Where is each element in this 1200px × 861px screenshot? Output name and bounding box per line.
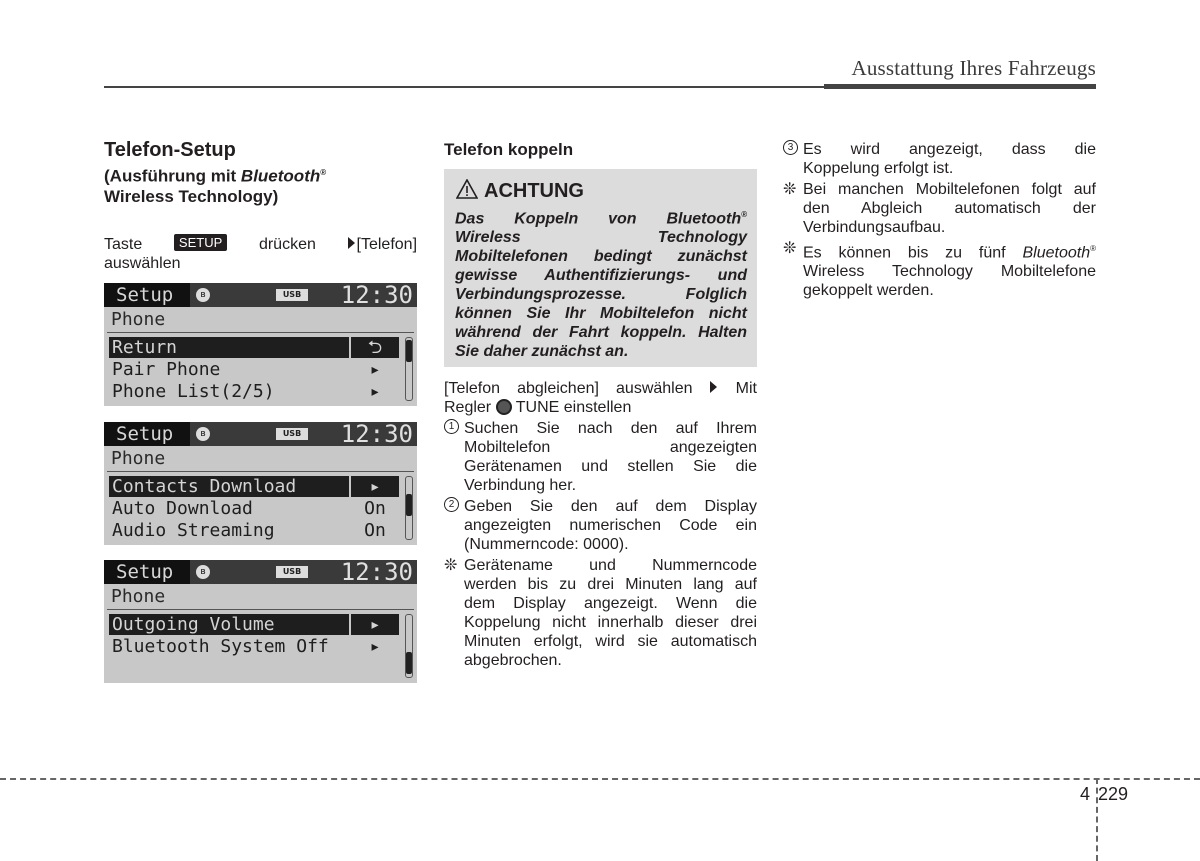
setup-key-badge: SETUP (174, 234, 227, 251)
note-connection (783, 180, 1096, 237)
instruction-druecken: drücken (258, 236, 316, 253)
warning-line: Sie daher zunächst an. (455, 343, 629, 361)
instruction-auswaehlen: auswählen (104, 255, 181, 272)
column-3 (783, 140, 1096, 300)
tune-knob-icon (496, 399, 512, 415)
lcd-screen-phone-menu-1 (104, 283, 417, 406)
screen-menu-item-value: ▸ (369, 381, 381, 402)
note-line: Gerätename und Nummerncode (464, 557, 757, 574)
intro-line2 (444, 398, 757, 417)
bluetooth-icon: ʙ (196, 565, 210, 579)
note-line: dem Display angezeigt. Wenn die (464, 595, 757, 612)
step-line: (Nummerncode: 0000). (464, 536, 629, 553)
subtitle-bluetooth: Bluetooth (240, 166, 321, 186)
screen-menu-item[interactable]: Auto Download (112, 498, 253, 519)
instruction-taste: Taste (104, 236, 143, 253)
screen-menu-item[interactable]: Outgoing Volume (109, 614, 349, 635)
section-title-telefon-koppeln: Telefon koppeln (444, 140, 574, 159)
instruction-setup (104, 234, 417, 273)
usb-icon: USB (276, 566, 308, 578)
note-five-phones (783, 239, 1096, 300)
footer-divider (0, 778, 1200, 780)
step-line: angezeigten numerischen Code ein (464, 517, 757, 534)
step-3 (783, 140, 1096, 178)
screen-scrollbar-thumb[interactable] (406, 340, 412, 362)
page-number-value: 229 (1098, 784, 1129, 804)
note-mark: ❊ (783, 181, 797, 198)
intro-text: TUNE einstellen (515, 399, 632, 416)
screen-menu-item[interactable]: Return (109, 337, 349, 358)
step-2 (444, 497, 757, 554)
screen-menu-item[interactable]: Audio Streaming (112, 520, 275, 541)
lcd-screen-phone-menu-2 (104, 422, 417, 545)
step-number: 3 (783, 140, 798, 155)
bluetooth-icon: ʙ (196, 288, 210, 302)
note-line: Bei manchen Mobiltelefonen folgt auf (803, 181, 1096, 198)
warning-box (444, 169, 757, 367)
screen-scrollbar-thumb[interactable] (406, 652, 412, 674)
warning-line: Verbindungsprozesse. Folglich (455, 286, 747, 304)
screen-clock: 12:30 (340, 283, 413, 309)
note-line: werden bis zu drei Minuten lang auf (464, 576, 757, 593)
note-line: Verbindungsaufbau. (803, 219, 946, 236)
usb-icon: USB (276, 289, 308, 301)
screen-menu-item-value: ⮌ (351, 337, 399, 358)
screen-divider (107, 332, 414, 333)
step-line: Verbindung her. (464, 477, 577, 494)
screen-setup-label: Setup (104, 422, 190, 446)
screen-scrollbar-thumb[interactable] (406, 494, 412, 516)
screen-menu-item-value: ▸ (351, 476, 399, 497)
intro-text: Regler (444, 399, 492, 416)
step-line: Koppelung erfolgt ist. (803, 160, 954, 177)
screen-menu-item[interactable]: Contacts Download (109, 476, 349, 497)
screen-setup-label: Setup (104, 283, 190, 307)
screen-menu-item[interactable]: Pair Phone (112, 359, 221, 380)
step-line: Suchen Sie nach den auf Ihrem (464, 420, 757, 437)
section-subtitle (104, 163, 424, 207)
screen-clock: 12:30 (340, 560, 413, 586)
intro-text: [Telefon abgleichen] auswählen (444, 380, 693, 397)
warning-line: Das Koppeln von Bluetooth (455, 210, 742, 228)
screen-menu-item-value: ▸ (369, 359, 381, 380)
screen-menu-title: Phone (111, 309, 166, 330)
screen-menu-item[interactable]: Bluetooth System Off (112, 636, 329, 657)
bluetooth-icon: ʙ (196, 427, 210, 441)
note-line: Wireless Technology Mobiltelefone (803, 263, 1096, 281)
screen-divider (107, 609, 414, 610)
lcd-screen-phone-menu-3 (104, 560, 417, 683)
registered-mark: ® (741, 210, 747, 219)
note-line: Es können bis zu fünf (803, 244, 1023, 262)
note-mark: ❊ (783, 240, 797, 257)
warning-title (456, 179, 584, 203)
screen-clock: 12:30 (340, 422, 413, 448)
step-line: Geben Sie den auf dem Display (464, 498, 757, 515)
chapter-number: 4 (1080, 784, 1091, 804)
note-bluetooth: Bluetooth (1022, 244, 1091, 262)
screen-setup-label: Setup (104, 560, 190, 584)
warning-triangle-icon (456, 179, 478, 199)
arrow-right-icon (710, 381, 717, 393)
note-display (444, 556, 757, 670)
header-title: Ausstattung Ihres Fahrzeugs (851, 56, 1096, 80)
step-line: Es wird angezeigt, dass die (803, 141, 1096, 158)
registered-mark: ® (320, 168, 327, 177)
warning-line: Mobiltelefonen bedingt zunächst (455, 248, 747, 266)
step-line: Mobiltelefon angezeigten (464, 439, 757, 456)
intro-line1 (444, 379, 757, 398)
registered-mark: ® (1090, 244, 1096, 253)
note-line: gekoppelt werden. (803, 282, 934, 300)
subtitle-part: (Ausführung mit (104, 166, 241, 186)
note-line: Minuten erfolgt, wird sie automatisch (464, 633, 757, 650)
warning-line: Wireless Technology (455, 229, 747, 247)
warning-line: gewisse Authentifizierungs- und (455, 267, 747, 285)
step-line: Gerätenamen und stellen Sie die (464, 458, 757, 475)
screen-menu-title: Phone (111, 448, 166, 469)
screen-menu-item-value: On (364, 498, 386, 519)
note-mark: ❊ (444, 557, 458, 574)
warning-line: können Sie Ihr Mobiltelefon nicht (455, 305, 747, 323)
screen-menu-item-value: ▸ (369, 636, 381, 657)
step-number: 2 (444, 497, 459, 512)
note-line: den Abgleich automatisch der (803, 200, 1096, 217)
arrow-right-icon (348, 237, 355, 249)
note-line: Koppelung nicht innerhalb dieser drei (464, 614, 757, 631)
warning-line: während der Fahrt koppeln. Halten (455, 324, 747, 342)
screen-menu-title: Phone (111, 586, 166, 607)
koppeln-steps (444, 379, 757, 670)
subtitle-line2: Wireless Technology) (104, 186, 279, 206)
usb-icon: USB (276, 428, 308, 440)
screen-divider (107, 471, 414, 472)
step-1 (444, 419, 757, 495)
section-title-telefon-setup: Telefon-Setup (104, 139, 236, 161)
page-number (1080, 784, 1128, 805)
screen-menu-item-value: On (364, 520, 386, 541)
instruction-telefon: [Telefon] (356, 236, 418, 253)
screen-menu-item-value: ▸ (351, 614, 399, 635)
step-number: 1 (444, 419, 459, 434)
warning-title-text: ACHTUNG (484, 180, 584, 202)
intro-text: Mit (735, 380, 757, 397)
screen-menu-item[interactable]: Phone List(2/5) (112, 381, 275, 402)
warning-text (455, 205, 747, 361)
note-line: abgebrochen. (464, 652, 562, 669)
header-rule-accent (824, 84, 1096, 89)
